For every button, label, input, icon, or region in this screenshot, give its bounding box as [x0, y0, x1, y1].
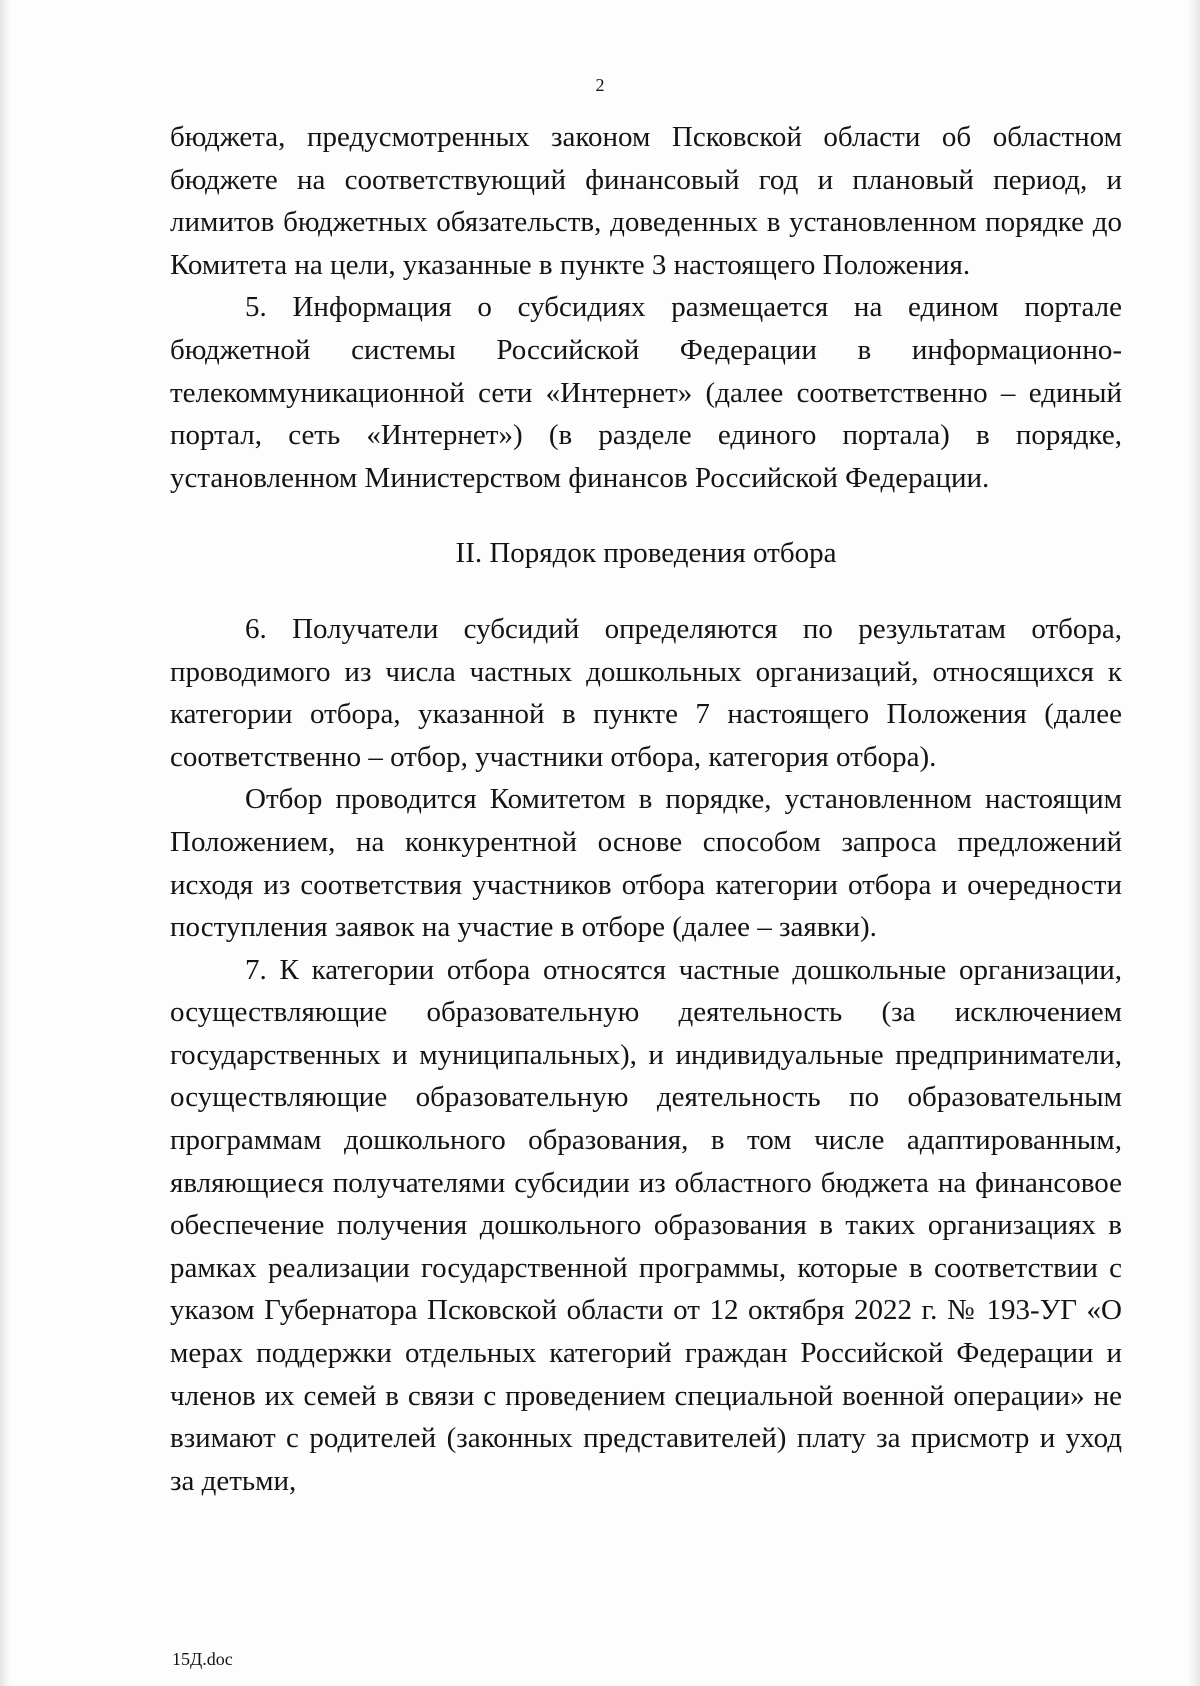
- scan-edge-right: [1188, 0, 1200, 1686]
- paragraph-item-6: 6. Получатели субсидий определяются по результатам отбора, проводимого из числа частных дошкольных организаций, относящихся к категории отбора, указанной в пункте 7 настоящего Положения (далее соответственно – отбор, участники отбора, категория отбора).: [170, 612, 1122, 773]
- scan-edge-left: [0, 0, 10, 1686]
- paragraph-selection-procedure: Отбор проводится Комитетом в порядке, установленном настоящим Положением, на конкурентной основе способом запроса предложений исходя из соответствия участников отбора категории отбора и очередности поступления заявок на участие в отборе (далее – заявки).: [170, 783, 1122, 944]
- section-title: II. Порядок проведения отбора: [455, 537, 837, 570]
- document-body: [170, 116, 1122, 1502]
- footer-file-name: 15Д.doc: [172, 1649, 233, 1669]
- paragraph-continuation: бюджета, предусмотренных законом Псковской области об областном бюджете на соответствующий финансовый год и плановый период, и лимитов бюджетных обязательств, доведенных в установленном порядке до Комитета на цели, указанные в пункте 3 настоящего Положения.: [170, 121, 1122, 281]
- paragraph-item-5: 5. Информация о субсидиях размещается на едином портале бюджетной системы Российской Федерации в информационно-телекоммуникационной сети «Интернет» (далее соответственно – единый портал, сеть «Интернет») (в разделе единого портала) в порядке, установленном Министерством финансов Российской Федерации.: [170, 291, 1122, 494]
- page-number: 2: [595, 75, 605, 95]
- paragraph-item-7: 7. К категории отбора относятся частные дошкольные организации, осуществляющие образовательную деятельность (за исключением государственных и муниципальных), и индивидуальные предприниматели, осуществляющие образовательную деятельность по образовательным программам дошкольного образования, в том числе адаптированным, являющиеся получателями субсидии из областного бюджета на финансовое обеспечение получения дошкольного образования в таких организациях в рамках реализации государственной программы, которые в соответствии с указом Губернатора Псковской области от 12 октября 2022 г. № 193-УГ «О мерах поддержки отдельных категорий граждан Российской Федерации и членов их семей в связи с проведением специальной военной операции» не взимают с родителей (законных представителей) плату за присмотр и уход за детьми,: [170, 953, 1122, 1497]
